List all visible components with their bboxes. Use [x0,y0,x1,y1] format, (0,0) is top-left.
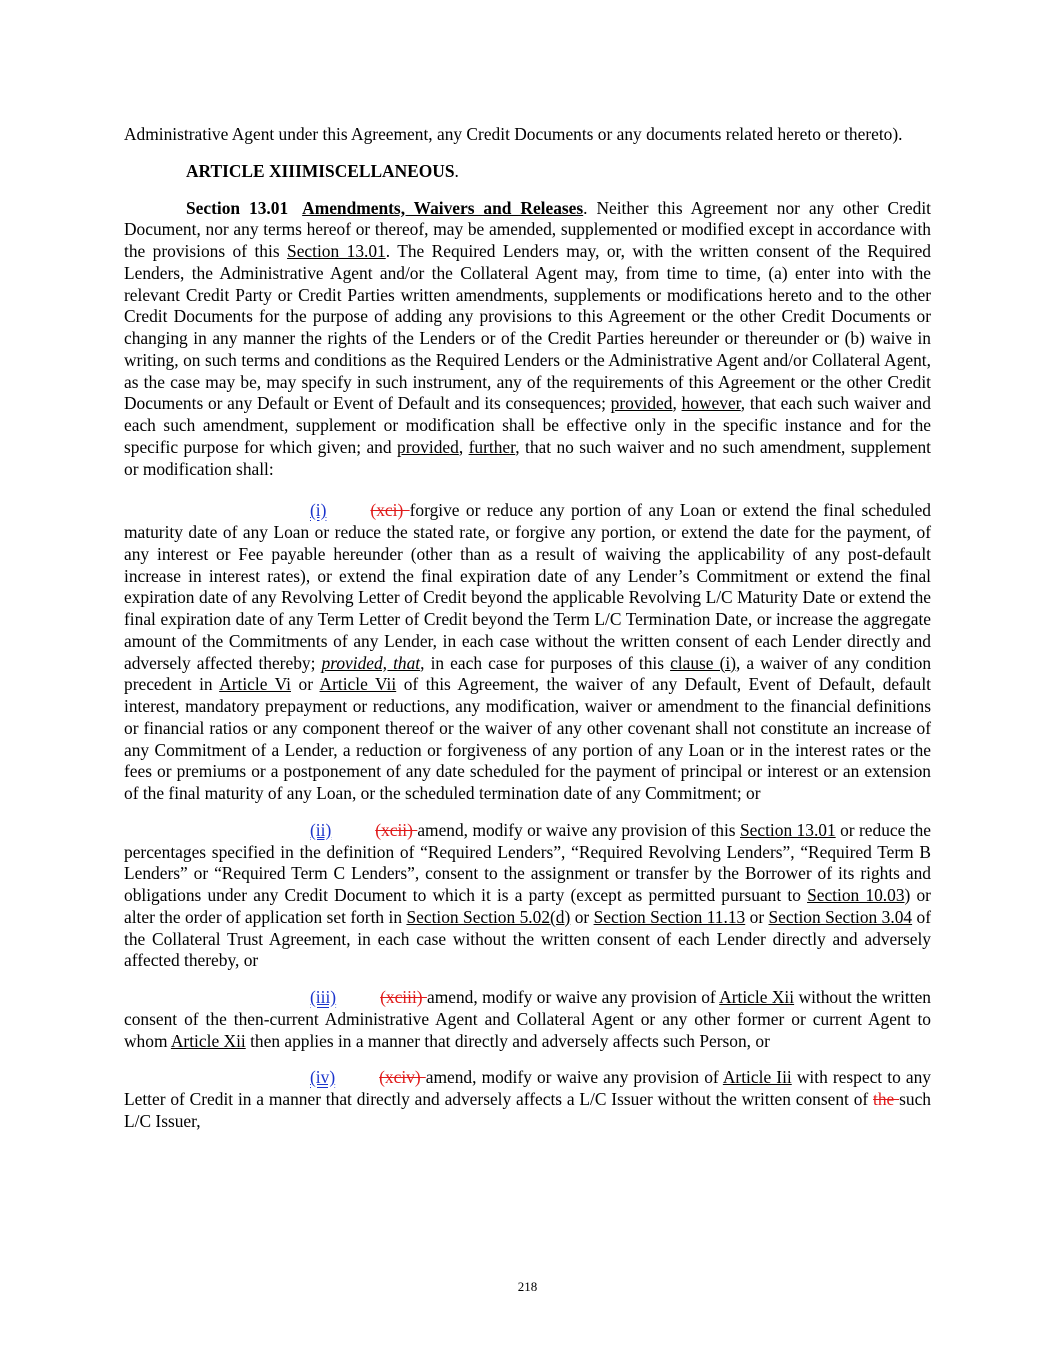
cross-reference-link[interactable]: Article Vi [219,674,291,695]
cross-reference-link[interactable]: clause (i) [670,652,737,673]
clause-iv: (iv) (xciv) amend, modify or waive any provision of Article Iii with respect to any Letter of Credit in a manner that directly and adversely affects a L/C Issuer without the written consent of the such L/C Issuer, [124,1067,931,1131]
cross-reference-link[interactable]: Section 13.01 [287,241,386,261]
inserted-clause-number: (i) [310,500,327,521]
cross-reference-link[interactable]: Section Section 11.13 [593,906,746,927]
deleted-clause-number: (xci) [370,500,410,521]
cross-reference-link[interactable]: Section Section 3.04 [768,906,913,927]
inserted-clause-number: (iii) [310,987,337,1007]
cross-reference-link[interactable]: Section Section 5.02(d) [406,906,571,927]
clause-i: (i) (xci) forgive or reduce any portion of any Loan or extend the final scheduled maturity date of any Loan or reduce the stated rate, or forgive any portion, or extend the date for the payment, of any interest or Fee payable hereunder (other than as a result of waiving the applicability of any post-default increase in interest rates), or extend the final expiration date of any Lender’s Commitment or extend the final expiration date of any Revolving Letter of Credit beyond the applicable Revolving L/C Maturity Date or extend the final expiration date of any Term Letter of Credit beyond the Term L/C Termination Date, or increase the aggregate amount of the Commitments of any Lender, in each case without the written consent of each Lender directly and adversely affected thereby; provided, that, in each case for purposes of this clause (i), a waiver of any condition precedent in Article Vi or Article Vii of this Agreement, the waiver of any Default, Event of Default, default interest, mandatory prepayment or reductions, any modification, waiver or amendment to the financial definitions or financial ratios or any component thereof or the waiver of any other covenant shall not constitute an increase of any Commitment of a Lender, a reduction or forgiveness of any portion of any Loan or in the interest rates or the fees or premiums or a postponement of any date scheduled for the payment of principal or interest or an extension of the final maturity of any Loan, or the scheduled termination date of any Commitment; or [124,500,932,803]
section-13-01-paragraph: Section 13.01 Amendments, Waivers and Releases. Neither this Agreement nor any other Credit Document, nor any terms hereof or thereof, may be amended, supplemented or modified except in accordance with the provisions of this Section 13.01. The Required Lenders may, or, with the written consent of the Required Lenders, the Administrative Agent and/or the Collateral Agent may, from time to time, (a) enter into with the relevant Credit Party or Credit Parties written amendments, supplements or modifications hereto and to the other Credit Documents for the purpose of adding any provisions to this Agreement or the other Credit Documents or changing in any manner the rights of the Lenders or of the Credit Parties hereunder or thereunder or (b) waive in writing, on such terms and conditions as the Required Lenders or the Administrative Agent and/or Collateral Agent, as the case may be, may specify in such instrument, any of the requirements of this Agreement or the other Credit Documents or any Default or Event of Default and its consequences; provided, however, that each such waiver and each such amendment, supplement or modification shall be effective only in the specific instance and for the specific purpose for which given; and provided, further, that no such waiver and no such amendment, supplement or modification shall: [124,197,932,479]
section-number: Section 13.01 [186,197,289,218]
article-heading: ARTICLE XIIIMISCELLANEOUS. [186,160,459,181]
deleted-clause-number: (xcii) [375,819,418,840]
deleted-clause-number: (xciii) [380,987,427,1007]
inserted-clause-number: (iv) [310,1067,336,1088]
intro-paragraph: Administrative Agent under this Agreement, any Credit Documents or any documents related hereto or thereto). [124,124,903,144]
cross-reference-link[interactable]: Article Xii [719,987,795,1007]
clause-iii: (iii) (xciii) amend, modify or waive any provision of Article Xii without the written consent of the then-current Administrative Agent and Collateral Agent or any other former or current Agent to whom Article Xii then applies in a manner that directly and adversely affects such Person, or [124,987,931,1051]
deleted-text: the [873,1089,900,1109]
cross-reference-link[interactable]: Article Iii [722,1067,792,1088]
deleted-clause-number: (xciv) [379,1067,426,1088]
cross-reference-link[interactable]: Article Xii [170,1030,246,1051]
document-page [124,124,931,1133]
inserted-clause-number: (ii) [310,819,332,840]
page-number: 218 [517,1279,538,1294]
cross-reference-link[interactable]: Article Vii [319,674,397,695]
section-title: Amendments, Waivers and Releases [302,197,584,218]
cross-reference-link[interactable]: Section 10.03 [807,885,905,905]
clause-ii: (ii) (xcii) amend, modify or waive any provision of this Section 13.01 or reduce the percentages specified in the definition of “Required Lenders”, “Required Revolving Lenders”, “Required Term B Lenders” or “Required Term C Lenders”, consent to the assignment or transfer by the Borrower of its rights and obligations under any Credit Document to which it is a party (except as permitted pursuant to Section 10.03) or alter the order of application set forth in Section Section 5.02(d) or Section Section 11.13 or Section Section 3.04 of the Collateral Trust Agreement, in each case without the written consent of each Lender directly and adversely affected thereby, or [124,819,931,971]
cross-reference-link[interactable]: Section 13.01 [739,819,836,840]
